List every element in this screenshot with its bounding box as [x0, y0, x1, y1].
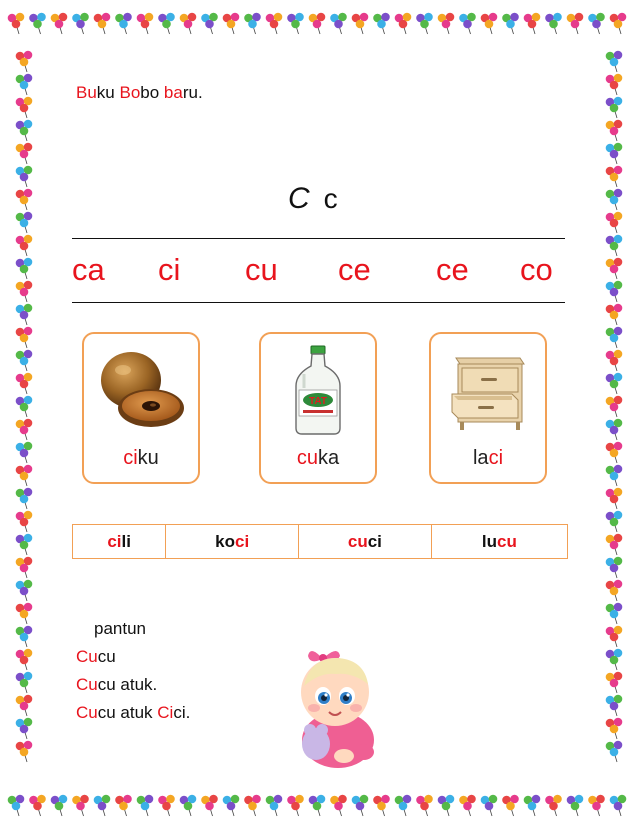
balloon-cluster: [606, 741, 623, 762]
balloon-cluster: [606, 373, 623, 394]
sapodilla-fruit-image: [91, 344, 191, 436]
balloon-cluster: [524, 13, 541, 34]
title-part: Bo: [119, 83, 141, 102]
balloon-cluster: [16, 373, 33, 394]
balloon-cluster: [309, 795, 326, 816]
table-cell: [166, 525, 299, 559]
balloon-cluster: [16, 120, 33, 141]
title-sentence: [76, 83, 203, 103]
balloon-cluster: [606, 258, 623, 279]
balloon-cluster: [606, 626, 623, 647]
balloon-cluster: [567, 795, 584, 816]
balloon-cluster: [16, 235, 33, 256]
balloon-cluster: [201, 795, 218, 816]
balloon-cluster: [606, 396, 623, 417]
balloon-border-right: [592, 0, 638, 826]
balloon-cluster: [438, 795, 455, 816]
balloon-cluster: [72, 13, 89, 34]
word-highlight: ci: [488, 447, 504, 469]
pantun-part: Cu: [76, 675, 98, 694]
balloon-cluster: [16, 350, 33, 371]
balloon-cluster: [137, 795, 154, 816]
pantun-part: Ci: [157, 703, 174, 722]
rule-top: [72, 238, 565, 239]
syllable: ci: [158, 252, 181, 287]
balloon-cluster: [16, 143, 33, 164]
balloon-cluster: [606, 350, 623, 371]
balloon-cluster: [201, 13, 218, 34]
balloon-cluster: [606, 603, 623, 624]
word-part: ci: [367, 531, 382, 551]
balloon-cluster: [606, 465, 623, 486]
table-cell: [431, 525, 567, 559]
balloon-cluster: [606, 143, 623, 164]
balloon-cluster: [158, 13, 175, 34]
balloon-cluster: [330, 13, 347, 34]
balloon-cluster: [137, 13, 154, 34]
pantun-part: ci.: [173, 703, 191, 722]
balloon-cluster: [481, 13, 498, 34]
balloon-cluster: [16, 166, 33, 187]
word-highlight: cu: [347, 531, 368, 551]
balloon-border-bottom: [0, 780, 638, 826]
word-highlight: cu: [296, 447, 318, 469]
balloon-cluster: [502, 13, 519, 34]
balloon-cluster: [352, 795, 369, 816]
title-part: bo: [140, 83, 164, 102]
word-part: ka: [318, 447, 340, 469]
balloon-cluster: [16, 396, 33, 417]
balloon-cluster: [94, 795, 111, 816]
balloon-cluster: [266, 13, 283, 34]
title-part: ru.: [182, 83, 203, 102]
balloon-cluster: [16, 511, 33, 532]
balloon-cluster: [16, 695, 33, 716]
bottle-label: TAT: [309, 396, 327, 407]
balloon-cluster: [502, 795, 519, 816]
balloon-cluster: [606, 580, 623, 601]
balloon-cluster: [16, 258, 33, 279]
table-row: [73, 525, 568, 559]
balloon-cluster: [606, 189, 623, 210]
balloon-cluster: [94, 13, 111, 34]
balloon-cluster: [244, 795, 261, 816]
vinegar-bottle-image: [268, 344, 368, 436]
balloon-cluster: [438, 13, 455, 34]
balloon-cluster: [180, 795, 197, 816]
balloon-cluster: [606, 51, 623, 72]
balloon-cluster: [606, 166, 623, 187]
word-part: lu: [481, 531, 497, 551]
balloon-border-top: [0, 0, 638, 44]
balloon-cluster: [330, 795, 347, 816]
pantun-line: [76, 675, 157, 695]
balloon-cluster: [606, 511, 623, 532]
balloon-cluster: [16, 580, 33, 601]
balloon-cluster: [606, 557, 623, 578]
balloon-cluster: [395, 795, 412, 816]
balloon-cluster: [16, 304, 33, 325]
card-cuka: [259, 332, 377, 484]
syllable: ce: [338, 252, 371, 287]
balloon-cluster: [481, 795, 498, 816]
balloon-cluster: [16, 557, 33, 578]
balloon-cluster: [16, 74, 33, 95]
balloon-cluster: [223, 13, 240, 34]
balloon-cluster: [115, 13, 132, 34]
pantun-part: cu atuk: [97, 703, 158, 722]
word-part: li: [121, 531, 131, 551]
balloon-cluster: [16, 672, 33, 693]
balloon-cluster: [567, 13, 584, 34]
baby-girl-illustration: [280, 642, 396, 772]
balloon-cluster: [51, 13, 68, 34]
balloon-cluster: [416, 13, 433, 34]
pantun-heading: pantun: [94, 619, 146, 638]
balloon-cluster: [606, 212, 623, 233]
balloon-cluster: [606, 235, 623, 256]
syllable: ca: [72, 252, 105, 287]
balloon-cluster: [606, 442, 623, 463]
balloon-cluster: [606, 74, 623, 95]
balloon-cluster: [16, 741, 33, 762]
word-highlight: ci: [123, 447, 138, 469]
balloon-cluster: [16, 649, 33, 670]
balloon-cluster: [16, 603, 33, 624]
balloon-cluster: [606, 695, 623, 716]
balloon-cluster: [115, 795, 132, 816]
balloon-cluster: [16, 442, 33, 463]
balloon-cluster: [16, 51, 33, 72]
balloon-cluster: [524, 795, 541, 816]
pantun-part: Cu: [76, 647, 98, 666]
balloon-cluster: [606, 281, 623, 302]
balloon-cluster: [16, 212, 33, 233]
card-ciku: [82, 332, 200, 484]
balloon-cluster: [16, 718, 33, 739]
card-laci: [429, 332, 547, 484]
balloon-cluster: [606, 718, 623, 739]
balloon-cluster: [606, 304, 623, 325]
pantun-line: [76, 647, 116, 667]
balloon-cluster: [16, 419, 33, 440]
letter-lower: c: [323, 183, 338, 214]
pantun-part: cu: [97, 647, 116, 666]
balloon-cluster: [16, 488, 33, 509]
syllable: co: [520, 252, 553, 287]
balloon-cluster: [606, 327, 623, 348]
word-part: la: [472, 447, 489, 469]
balloon-cluster: [352, 13, 369, 34]
pantun-line: [76, 703, 190, 723]
balloon-cluster: [72, 795, 89, 816]
balloon-cluster: [16, 327, 33, 348]
balloon-cluster: [373, 13, 390, 34]
syllable: cu: [245, 252, 278, 287]
balloon-cluster: [16, 534, 33, 555]
balloon-cluster: [244, 13, 261, 34]
balloon-cluster: [16, 626, 33, 647]
card-word: [84, 447, 198, 470]
word-table: [72, 524, 568, 559]
drawer-chest-image: [438, 344, 538, 436]
balloon-cluster: [373, 795, 390, 816]
word-highlight: cu: [497, 531, 517, 551]
balloon-cluster: [606, 120, 623, 141]
table-cell: [73, 525, 166, 559]
pantun-part: cu atuk.: [97, 675, 158, 694]
balloon-cluster: [16, 189, 33, 210]
balloon-cluster: [180, 13, 197, 34]
balloon-cluster: [16, 97, 33, 118]
syllable-row: [72, 252, 568, 292]
rule-bottom: [72, 302, 565, 303]
title-part: Bu: [76, 83, 97, 102]
title-part: ba: [163, 83, 183, 102]
table-cell: [299, 525, 432, 559]
word-highlight: ci: [107, 531, 122, 551]
syllable: ce: [436, 252, 469, 287]
letter-heading: [288, 182, 338, 216]
pantun-part: Cu: [76, 703, 98, 722]
letter-upper: C: [288, 182, 310, 215]
title-part: ku: [96, 83, 120, 102]
balloon-cluster: [545, 13, 562, 34]
balloon-cluster: [416, 795, 433, 816]
card-word: [431, 447, 545, 470]
balloon-cluster: [606, 672, 623, 693]
balloon-border-left: [0, 0, 48, 826]
balloon-cluster: [266, 795, 283, 816]
balloon-cluster: [16, 281, 33, 302]
balloon-cluster: [606, 649, 623, 670]
balloon-cluster: [606, 488, 623, 509]
balloon-cluster: [287, 795, 304, 816]
balloon-cluster: [395, 13, 412, 34]
balloon-cluster: [309, 13, 326, 34]
balloon-cluster: [459, 13, 476, 34]
balloon-cluster: [51, 795, 68, 816]
balloon-cluster: [606, 534, 623, 555]
balloon-cluster: [606, 97, 623, 118]
word-highlight: ci: [235, 531, 250, 551]
card-word: [261, 447, 375, 470]
word-part: ko: [215, 531, 236, 551]
balloon-cluster: [16, 465, 33, 486]
balloon-cluster: [545, 795, 562, 816]
balloon-cluster: [223, 795, 240, 816]
word-part: ku: [137, 447, 159, 469]
balloon-cluster: [287, 13, 304, 34]
balloon-cluster: [459, 795, 476, 816]
balloon-cluster: [158, 795, 175, 816]
balloon-cluster: [606, 419, 623, 440]
